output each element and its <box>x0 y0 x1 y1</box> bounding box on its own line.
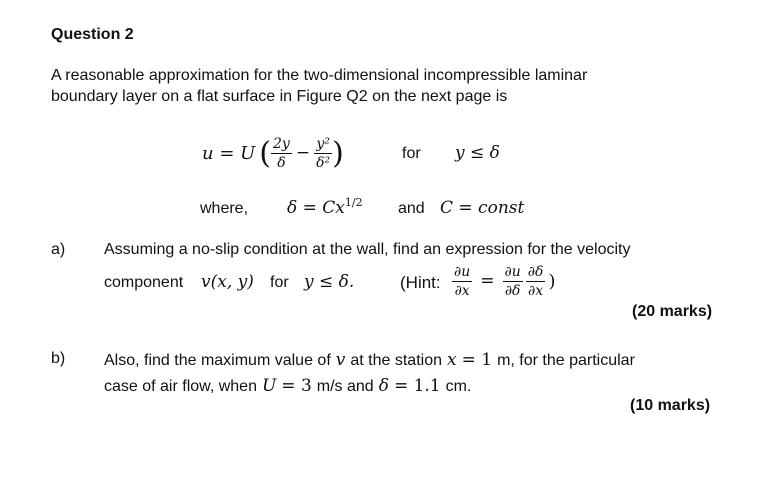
hint-close: ) <box>548 270 556 292</box>
hint-lhs-numerator: ∂u <box>454 263 471 280</box>
intro-line-2: boundary layer on a flat surface in Figure Q2 on the next page is <box>51 88 508 105</box>
part-a-component-label: component <box>104 274 184 291</box>
term1-denominator: δ <box>277 154 286 171</box>
part-b-text-mid: at the station <box>350 352 442 369</box>
part-b-U-unit: m/s and <box>316 378 374 395</box>
part-b-line2-prefix: case of air flow, when <box>104 378 257 395</box>
term2-numerator: y² <box>316 135 330 152</box>
hint-lhs-denominator: ∂x <box>454 282 470 299</box>
part-b-text-prefix: Also, find the maximum value of <box>104 352 331 369</box>
part-b-label: b) <box>51 350 66 367</box>
term2-fraction <box>314 136 332 171</box>
where-label: where, <box>200 200 249 217</box>
hint-equation <box>452 258 555 304</box>
question-heading: Question 2 <box>51 26 134 43</box>
minus-sign: − <box>295 143 311 163</box>
delta-exponent: 1/2 <box>344 196 363 209</box>
part-a-for-label: for <box>270 274 289 291</box>
hint-equals: = <box>480 271 495 291</box>
delta-definition <box>287 196 363 218</box>
term1-fraction <box>271 136 292 171</box>
term1-numerator: 2y <box>273 135 290 152</box>
hint-r2-numerator: ∂δ <box>527 263 544 280</box>
part-b-x-unit: m, for the particular <box>497 352 635 369</box>
equation-condition: y ≤ δ <box>455 143 500 163</box>
part-b-delta-var: δ <box>378 376 389 396</box>
for-label: for <box>402 145 421 162</box>
hint-r1-fraction <box>503 264 523 299</box>
part-b-x-var: x <box>447 350 457 370</box>
part-a-condition: y ≤ δ. <box>304 272 355 292</box>
delta-expression: δ = Cx <box>287 198 345 218</box>
part-a-marks: (20 marks) <box>632 303 713 320</box>
hint-r1-denominator: ∂δ <box>504 282 521 299</box>
hint-r1-numerator: ∂u <box>504 263 521 280</box>
part-b-delta-unit: cm. <box>445 378 472 395</box>
term2-denominator: δ² <box>316 154 331 171</box>
part-b-line-2 <box>104 376 471 396</box>
close-paren: ) <box>332 135 344 171</box>
hint-lhs-fraction <box>452 264 472 299</box>
const-expression: C = const <box>440 198 525 218</box>
part-b-delta-value: = 1.1 <box>393 376 441 396</box>
part-b-U-var: U <box>261 376 277 396</box>
and-label: and <box>398 200 425 217</box>
hint-open: (Hint: <box>400 273 441 292</box>
hint-r2-denominator: ∂x <box>528 282 544 299</box>
intro-line-1: A reasonable approximation for the two-dimensional incompressible laminar <box>51 67 588 84</box>
part-a-label: a) <box>51 241 66 258</box>
hint-r2-fraction <box>526 264 546 299</box>
part-b-marks: (10 marks) <box>630 397 711 414</box>
part-b-v-symbol: v <box>335 350 346 370</box>
equation-lhs: u = U <box>202 142 256 164</box>
part-b-x-value: = 1 <box>461 350 493 370</box>
part-a-line-1: Assuming a no-slip condition at the wall, find an expression for the velocity <box>104 241 631 258</box>
open-paren: ( <box>259 135 272 171</box>
part-b-line-1 <box>104 350 635 370</box>
part-b-U-value: = 3 <box>281 376 312 396</box>
part-a-v-expression: v(x, y) <box>201 272 254 292</box>
velocity-equation <box>202 127 344 179</box>
